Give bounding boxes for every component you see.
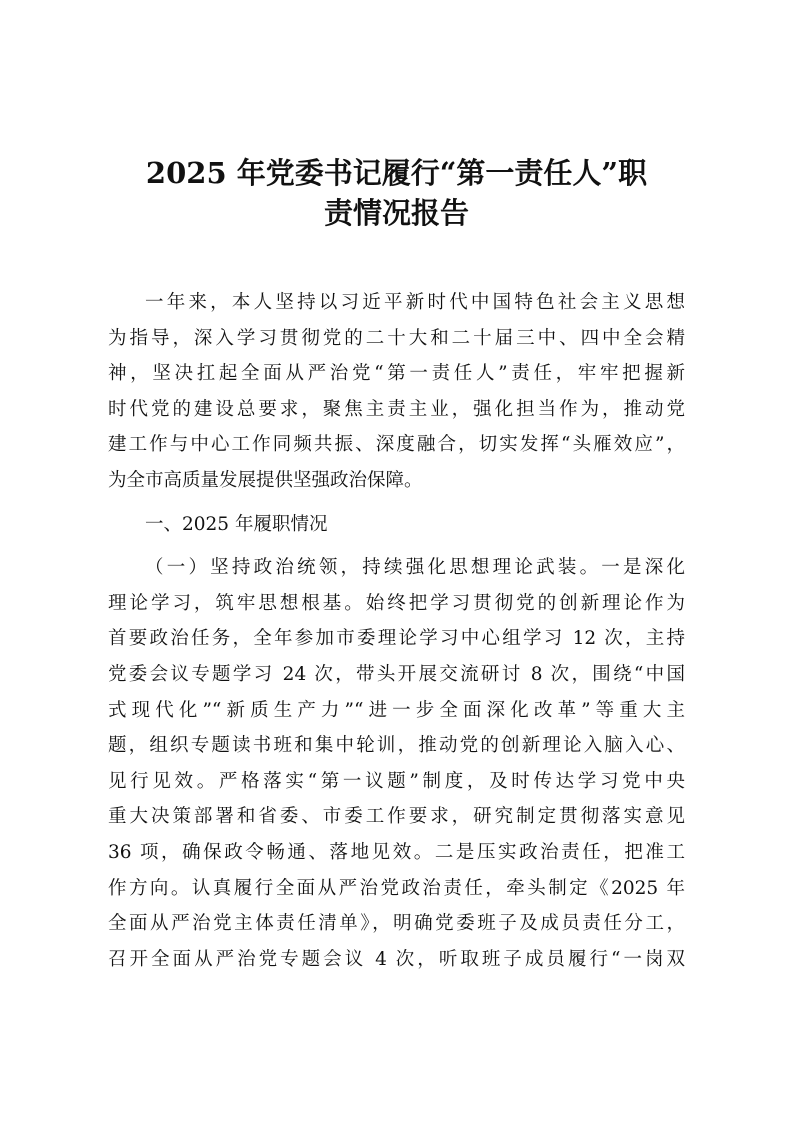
intro-line: 为全市高质量发展提供坚强政治保障。 — [108, 469, 423, 491]
intro-line: 一年来，本人坚持以习近平新时代中国特色社会主义思想 — [145, 292, 685, 313]
document-body — [108, 285, 685, 985]
intro-line: 神，坚决扛起全面从严治党“第一责任人”责任，牢牢把握新 — [108, 363, 685, 385]
section-heading: 一、2025 年履职情况 — [145, 513, 328, 535]
section1-line: 首要政治任务，全年参加市委理论学习中心组学习 12 次，主持 — [108, 628, 685, 650]
section1-line: 重大决策部署和省委、市委工作要求，研究制定贯彻落实意见 — [108, 806, 685, 828]
title-line-1: 2025 年党委书记履行“第一责任人”职 — [145, 156, 648, 190]
section1-line: 式现代化”“新质生产力”“进一步全面深化改革”等重大主 — [108, 699, 685, 721]
section1-line: 党委会议专题学习 24 次，带头开展交流研讨 8 次，围绕“中国 — [108, 663, 685, 685]
intro-line: 为指导，深入学习贯彻党的二十大和二十届三中、四中全会精 — [108, 327, 685, 349]
section1-line: 全面从严治党主体责任清单》，明确党委班子及成员责任分工， — [108, 913, 685, 935]
section1-line: 召开全面从严治党专题会议 4 次，听取班子成员履行“一岗双 — [108, 948, 685, 970]
section1-line: （一）坚持政治统领，持续强化思想理论武装。一是深化 — [145, 557, 685, 579]
intro-line: 建工作与中心工作同频共振、深度融合，切实发挥“头雁效应”， — [108, 434, 685, 456]
section1-line: 36 项，确保政令畅通、落地见效。二是压实政治责任，把准工 — [108, 841, 685, 863]
section1-line: 题，组织专题读书班和集中轮训，推动党的创新理论入脑入心、 — [108, 735, 685, 757]
title-line-2: 责情况报告 — [323, 196, 469, 230]
document-title — [110, 153, 683, 233]
intro-paragraph — [108, 285, 685, 499]
section1-paragraph — [108, 550, 685, 977]
section1-line: 理论学习，筑牢思想根基。始终把学习贯彻党的创新理论作为 — [108, 592, 685, 614]
intro-line: 时代党的建设总要求，聚焦主责主业，强化担当作为，推动党 — [108, 398, 685, 420]
section1-line: 作方向。认真履行全面从严治党政治责任，牵头制定《2025 年 — [108, 877, 685, 899]
section1-line: 见行见效。严格落实“第一议题”制度，及时传达学习党中央 — [108, 770, 685, 792]
